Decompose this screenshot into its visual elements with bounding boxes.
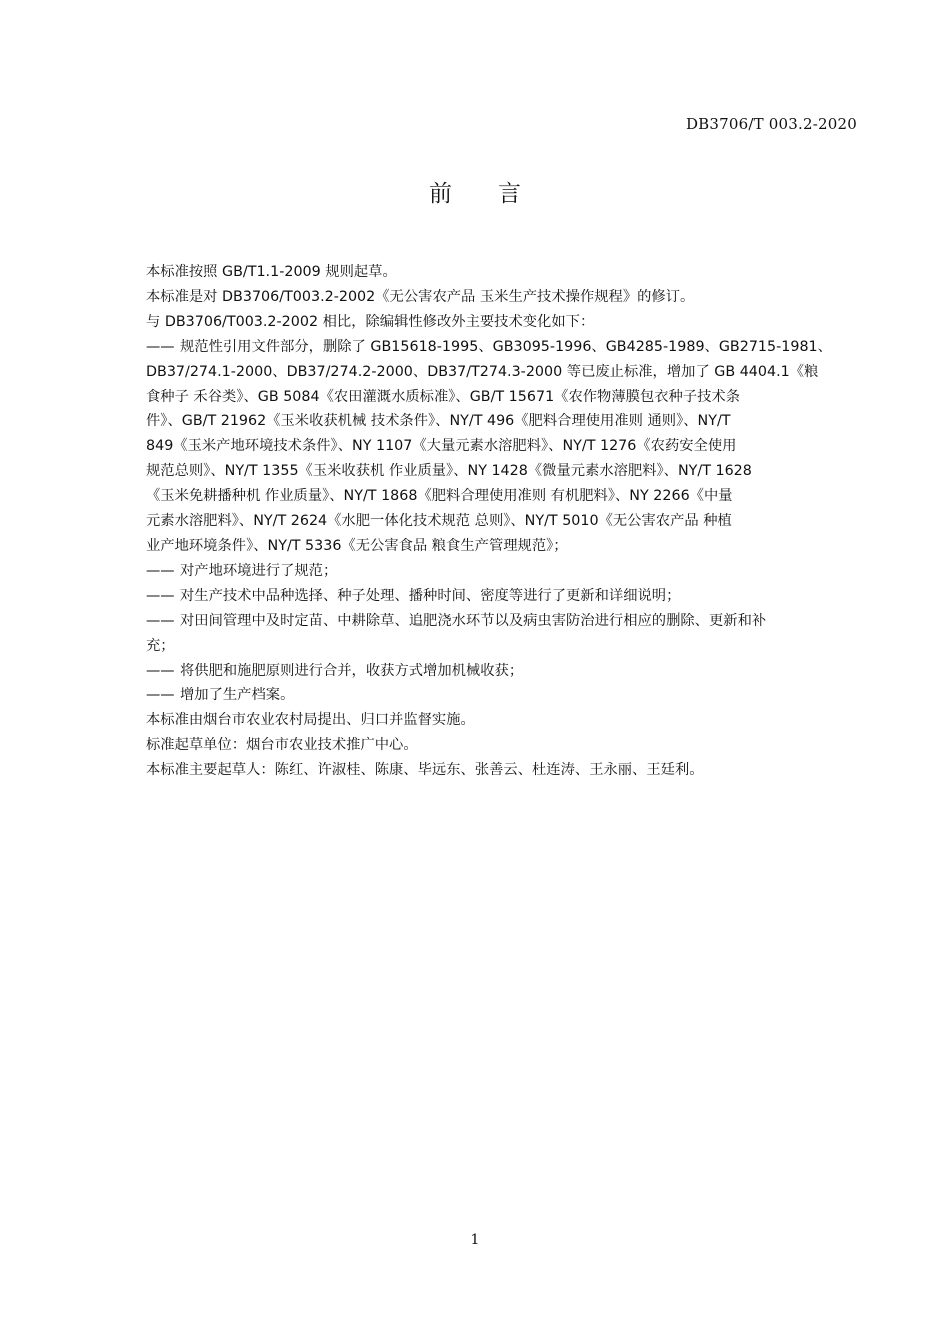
change-line: 件》、GB/T 21962《玉米收获机械 技术条件》、NY/T 496《肥料合理使用准则 通则》、NY/T [146,413,731,430]
page-number: 1 [470,1232,480,1248]
change-line: 充； [146,637,175,654]
change-item-environment [146,559,876,584]
paragraph-proposer: 本标准由烟台市农业农村局提出、归口并监督实施。 [146,712,475,729]
change-text: 增加了生产档案。 [180,687,295,704]
paragraph-revision-note: 本标准是对 DB3706/T003.2-2002《无公害农产品 玉米生产技术操作规程》的修订。 [146,288,695,305]
paragraph-drafting-rule: 本标准按照 GB/T1.1-2009 规则起草。 [146,264,397,280]
change-item-field-management [146,609,876,659]
change-item-references [146,335,876,559]
dash-marker: —— [146,662,175,679]
change-line [146,683,876,708]
change-item-production-tech [146,584,876,609]
change-text: 将供肥和施肥原则进行合并，收获方式增加机械收获； [180,662,524,679]
dash-marker: —— [146,562,175,579]
change-line: 规范总则》、NY/T 1355《玉米收获机 作业质量》、NY 1428《微量元素水溶肥料》、NY/T 1628 [146,463,752,480]
change-line: DB37/274.1-2000、DB37/274.2-2000、DB37/T274.3-2000 等已废止标准，增加了 GB 4404.1《粮 [146,363,819,380]
change-line [146,584,876,609]
change-item-records [146,683,876,708]
change-line: 业产地环境条件》、NY/T 5336《无公害食品 粮食生产管理规范》； [146,537,568,554]
change-line [146,559,876,584]
dash-marker: —— [146,338,175,355]
change-line: 849《玉米产地环境技术条件》、NY 1107《大量元素水溶肥料》、NY/T 1276《农药安全使用 [146,438,737,455]
page-title: 前言 [429,181,567,207]
change-item-fertilizer-harvest [146,659,876,684]
paragraph-drafting-unit: 标准起草单位：烟台市农业技术推广中心。 [146,737,418,754]
dash-marker: —— [146,687,175,704]
change-text: 对产地环境进行了规范； [180,562,338,579]
paragraph-drafters: 本标准主要起草人：陈红、许淑桂、陈康、毕远东、张善云、杜连涛、王永丽、王廷利。 [146,762,704,779]
change-text: 规范性引用文件部分，删除了 GB15618-1995、GB3095-1996、GB4285-1989、GB2715-1981、 [180,338,832,355]
foreword-body [146,260,876,783]
dash-marker: —— [146,612,175,629]
change-line [146,609,876,634]
change-line: 元素水溶肥料》、NY/T 2624《水肥一体化技术规范 总则》、NY/T 5010《无公害农产品 种植 [146,513,732,530]
document-code: DB3706/T 003.2-2020 [685,115,857,133]
change-line [146,659,876,684]
paragraph-changes-intro: 与 DB3706/T003.2-2002 相比，除编辑性修改外主要技术变化如下： [146,313,595,330]
change-line [146,335,876,360]
change-line: 食种子 禾谷类》、GB 5084《农田灌溉水质标准》、GB/T 15671《农作物薄膜包衣种子技术条 [146,388,741,405]
change-line: 《玉米免耕播种机 作业质量》、NY/T 1868《肥料合理使用准则 有机肥料》、NY 2266《中量 [146,488,733,505]
dash-marker: —— [146,587,175,604]
change-text: 对生产技术中品种选择、种子处理、播种时间、密度等进行了更新和详细说明； [180,587,681,604]
change-text: 对田间管理中及时定苗、中耕除草、追肥浇水环节以及病虫害防治进行相应的删除、更新和补 [180,612,767,629]
